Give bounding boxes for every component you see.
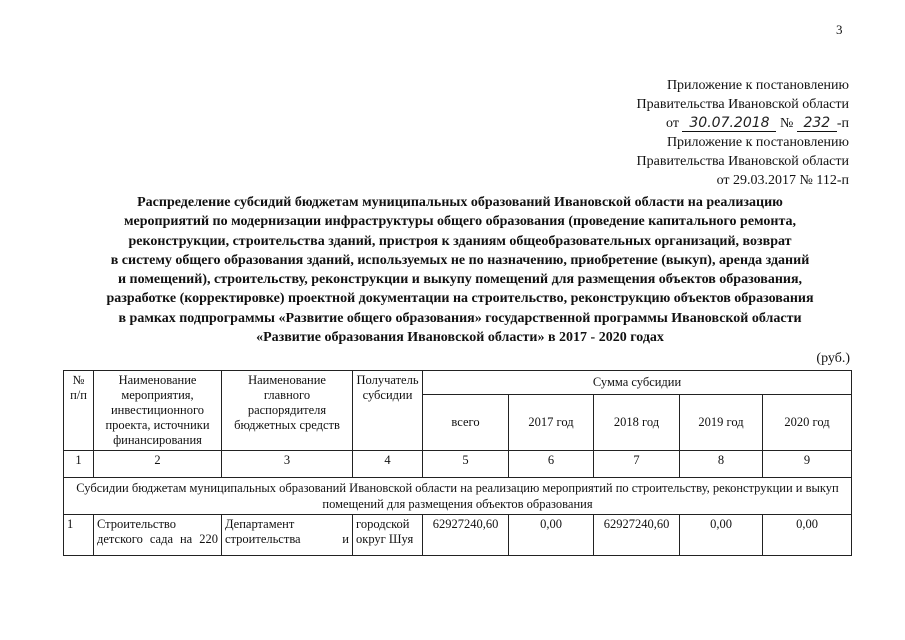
number-sign: № [779,116,794,131]
page-number: 3 [836,22,843,37]
appendix-current [637,76,849,133]
appendix-line-2: Правительства Ивановской области [636,97,849,112]
column-number: 9 [763,451,852,478]
row-2019: 0,00 [680,515,763,556]
column-number: 3 [222,451,353,478]
header-2020: 2020 год [763,394,852,450]
appendix-line-1: Приложение к постановлению [666,78,849,93]
column-number: 6 [509,451,594,478]
column-number: 8 [680,451,763,478]
appendix-orig-line-2: Правительства Ивановской области [636,154,849,169]
column-number: 2 [94,451,222,478]
title-line: и помещений), строительству, реконструкции и выкупу помещений для размещения объектов образования, [117,272,803,288]
title-line: в рамках подпрограммы «Развитие общего образования» государственной программы Ивановской области [118,310,802,326]
table-row [64,515,852,556]
title-line: разработке (корректировке) проектной документации на строительство, реконструкцию объектов образования [106,291,814,307]
number-suffix: -п [836,116,849,131]
header-total: всего [423,394,509,450]
row-admin: Департамент строительства и [222,515,353,556]
row-total: 62927240,60 [423,515,509,556]
subsidy-table [63,370,852,556]
row-num: 1 [64,515,94,556]
header-2018: 2018 год [594,394,680,450]
title-line: мероприятий по модернизации инфраструктуры общего образования (проведение капитального ремонта, [124,214,796,230]
header-2017: 2017 год [509,394,594,450]
appendix-orig-line-1: Приложение к постановлению [666,135,849,150]
header-sum-group: Сумма субсидии [423,371,852,395]
header-measure: Наименование мероприятия, инвестиционного проекта, источники финансирования [94,371,222,451]
appendix-line-3 [637,114,849,133]
column-number: 4 [353,451,423,478]
column-number: 5 [423,451,509,478]
header-num: № п/п [64,371,94,451]
header-admin: Наименование главного распорядителя бюджетных средств [222,371,353,451]
title-line: «Развитие образования Ивановской области» в 2017 - 2020 годах [256,330,664,346]
row-2017: 0,00 [509,515,594,556]
currency-units: (руб.) [816,351,850,366]
handwritten-number: 232 [797,116,837,132]
section-title: Субсидии бюджетам муниципальных образований Ивановской области на реализацию мероприятий по строительству, реконструкции и выкуп помещений для размещения объектов образования [64,478,852,515]
column-number: 7 [594,451,680,478]
header-2019: 2019 год [680,394,763,450]
appendix-original [637,133,849,190]
header-recipient: Получатель субсидии [353,371,423,451]
column-number: 1 [64,451,94,478]
handwritten-date: 30.07.2018 [682,116,776,132]
title-line: реконструкции, строительства зданий, пристроя к зданиям общеобразовательных организаций, возврат [128,233,792,249]
appendix-prefix: от [666,116,679,131]
appendix-orig-line-3: от 29.03.2017 № 112-п [716,173,849,188]
title-line: в систему общего образования зданий, используемых не по назначению, приобретение (выкуп), аренда зданий [110,252,810,268]
row-2020: 0,00 [763,515,852,556]
row-2018: 62927240,60 [594,515,680,556]
row-measure: Строительство детского сада на 220 [94,515,222,556]
document-title [60,193,860,347]
title-line: Распределение субсидий бюджетам муниципальных образований Ивановской области на реализацию [137,195,783,210]
row-recipient: городской округ Шуя [353,515,423,556]
